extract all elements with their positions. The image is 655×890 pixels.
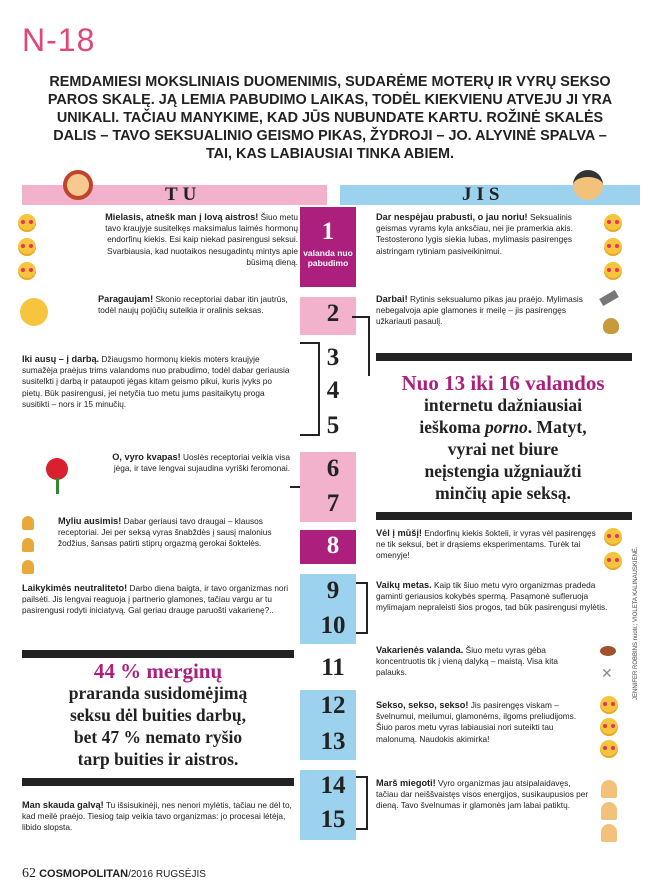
heart-eyes-icon [18,214,36,232]
left-5-title: Myliu ausimis! [58,516,122,526]
right-5-text: Šiuo metu vyras gėba koncentruotis tik į vieną dalyką – maistą. Visa kita palauks. [376,645,559,678]
right-5-title: Vakarienės valanda. [376,645,464,655]
stat-right-part: . Matyt, [527,417,587,437]
hour-9: 9 [326,577,340,604]
praying-hands-icon [601,780,617,798]
hour-5: 5 [326,412,340,439]
man-face-icon [573,170,603,200]
right-6-text: Jis pasirengęs viskam – švelnumui, meilumui, glamonėms, ilgoms preliudijoms. Šiuo paros metu vyras labiausiai nori suteikti tau malonumą. Naudokis akimirka! [376,700,577,744]
left-4-text: Uoslės receptoriai veikia visa jėga, ir tave lengvai sujaudina vyriški feromonai. [113,452,290,474]
page-tag: N-18 [22,22,96,58]
stat-left-line: bet 47 % nemato ryšio [73,727,243,747]
hour-7: 7 [326,490,340,517]
bracket [300,342,320,436]
stat-right-highlight: Nuo 13 iki 16 valandos [401,371,605,395]
hour-10: 10 [320,612,346,639]
issue-label: /2016 RUGSĖJIS [128,869,206,880]
left-5-text: Dabar geriausi tavo draugai – klausos receptoriai. Jei per seksą vyras šnabždės į sausį malonius žodžius, šansas patirti stiprų orgazmą gerokai šoktelės. [58,516,272,549]
hour-8: 8 [326,532,340,559]
stat-left-line: praranda susidomėjimą [68,683,248,703]
divider [376,512,632,520]
heart-eyes-icon [18,238,36,256]
right-2-text: Rytinis seksualumo pikas jau praėjo. Mylimasis nebegalvoja apie glamones ir meilę – jis pasirengęs užkariauti pasaulį. [376,294,583,327]
photo-credit: JENNIFER ROBBINS nuotr.; VIOLETA KALINAUSKIENĖ. [633,546,639,700]
right-block-7 [376,778,590,812]
bracket [356,776,368,830]
woman-face-icon [63,170,93,200]
heart-eyes-cat-icon [600,696,618,714]
hammer-icon [599,290,619,306]
left-block-7 [22,800,294,834]
right-block-6 [376,700,590,745]
fork-knife-icon: ✕ [601,665,613,681]
heart-eyes-icon [18,262,36,280]
stat-left-line: seksu dėl buities darbų, [69,705,247,725]
right-3-text: Endorfinų kiekis šokteli, ir vyras vėl pasirengęs ne tik seksui, bet ir drąsiems eksperimentams. Turėk tai omenyje! [376,528,596,561]
hour-1: 1 [321,218,335,245]
heart-eyes-icon [604,238,622,256]
right-4-text: Kaip tik šiuo metu vyro organizmas pradeda gaminti geriausios kokybės spermą. Pasąmonė sufleruoja mylimajam nepraleisti šios progos, tad būk pasirengusi mylėtis. [376,580,608,613]
tongue-face-icon [20,298,48,326]
right-3-title: Vėl į mūšį! [376,528,422,538]
hour-4: 4 [326,377,340,404]
hour-12: 12 [320,692,346,719]
stat-right-line: minčių apie seksą. [435,483,571,503]
stat-right-italic: porno [485,417,528,437]
left-6-title: Laikykimės neutraliteto! [22,583,128,593]
stat-right-line: vyrai net biure [447,439,559,459]
intro-text: REMDAMIESI MOKSLINIAIS DUOMENIMIS, SUDARĖME MOTERŲ IR VYRŲ SEKSO PAROS SKALĘ. JĄ LEMIA PABUDIMO LAIKAS, TODĖL KIEKVIENU ATVEJU JI YRA UNIKALI. TAČIAU MANYKIME, KAD JŪS NUBUNDATE KARTU. ROŽINĖ SKALĖS DALIS – TAVO SEKSUALINIO GEISMO PIKAS, ŽYDROJI – JO. ALYVINĖ SPALVA – TAI, KAS LABIAUSIAI TINKA ABIEM. [47,74,613,162]
connector [290,486,300,488]
magazine-name: COSMOPOLITAN [39,868,129,880]
hour-15: 15 [320,806,346,833]
bell-icon [22,516,34,530]
right-7-text: Vyro organizmas jau atsipalaidavęs, tačiau dar neiššvaistęs visos energijos, susikaupusios per dieną. Tavo švelnumas ir glamonės jam labai patiktų. [376,778,589,811]
hour-14: 14 [320,772,346,799]
tu-label: TU [165,184,202,205]
bell-icon [22,538,34,552]
money-bag-icon [603,318,619,334]
divider [22,650,294,658]
right-block-3 [376,528,596,562]
left-7-text: Tu išsisukinėji, nes nenori mylėtis, tačiau ne dėl to, kad meilė praėjo. Tiesiog taip veikia tavo organizmas: jo procesai lėtėja, libido slopsta. [22,800,292,833]
right-2-title: Darbai! [376,294,408,304]
left-7-title: Man skauda galvą! [22,800,104,810]
hour-2: 2 [326,300,340,327]
left-block-3 [22,354,290,410]
connector [368,316,370,376]
heart-eyes-cat-icon [600,718,618,736]
right-6-title: Sekso, sekso, sekso! [376,700,469,710]
stat-left-highlight: 44 % merginų [93,659,223,683]
left-1-text: Šiuo metu tavo kraujyje susitelkęs maksimalus laimės hormonų endorfinų kiekis. Esi kaip niekad pasirengusi seksui. Svarbiausia, kad nuotaikos nesugadintų mintys apie būsimą dieną. [105,212,298,267]
rose-icon [46,458,68,480]
stat-right [372,372,634,504]
praying-hands-icon [601,802,617,820]
divider [376,353,632,361]
left-3-text: Džiaugsmo hormonų kiekis moters kraujyje sumažėja praėjus trims valandoms nuo prabudimo, todėl dabar geriausia susitelkti į darbą ir pataupoti jėgas kitam geismo pikui, kuris įvyks po pietų. Būk pasirengusi, jei netyčia tuo metu jums pasitaikytų proga susitikti – nors ir 15 minučių. [22,354,290,409]
left-block-6 [22,583,294,617]
sunglasses-face-icon [604,552,622,570]
hour-6: 6 [326,455,340,482]
left-block-5 [58,516,294,550]
hour-11: 11 [321,654,345,681]
meat-icon [600,646,616,656]
rose-stem-icon [56,478,59,494]
left-6-text: Darbo diena baigta, ir tavo organizmas nori pailsėti. Jis lengvai reaguoja į partnerio glamones, tačiau vargu ar tu pasirengusi rodyti iniciatyvą. Gal geriau drauge paruošti vakarienę?.. [22,583,289,616]
divider [22,778,294,786]
heart-eyes-cat-icon [600,740,618,758]
right-block-2 [376,294,586,328]
heart-eyes-icon [604,214,622,232]
stat-left [22,660,294,770]
stat-right-line: neįstengia užgniaužti [424,461,582,481]
page-number: 62 [22,866,36,881]
right-block-5 [376,645,588,679]
stat-right-part: ieškoma [419,417,485,437]
left-1-title: Mielasis, atnešk man į lovą aistros! [105,212,259,222]
stat-right-line-3 [372,416,634,438]
right-7-title: Marš miegoti! [376,778,436,788]
right-block-1 [376,212,576,257]
stat-right-line: internetu dažniausiai [423,395,582,415]
left-4-title: O, vyro kvapas! [112,452,181,462]
left-block-4 [104,452,290,474]
right-1-text: Seksualinis geismas vyrams kyla anksčiau, nei jie pramerkia akis. Testosterono lygis siekia lubas, mylimasis pasirengęs aistringam rytiniam pasiveikinimui. [376,212,573,256]
left-block-1 [92,212,298,268]
bell-icon [22,560,34,574]
hour-13: 13 [320,728,346,755]
right-block-4 [376,580,614,614]
left-2-text: Skonio receptoriai dabar itin jautrūs, todėl naujų pojūčių suteikia ir oralinis seksas. [98,294,288,316]
bracket [356,582,368,634]
left-block-2 [98,294,291,316]
stat-left-line: tarp buities ir aistros. [77,749,239,769]
sunglasses-face-icon [604,528,622,546]
wake-label: valanda nuo pabudimo [303,248,353,268]
left-3-title: Iki ausų – į darbą. [22,354,100,364]
heart-eyes-icon [604,262,622,280]
right-1-title: Dar nespėjau prabusti, o jau noriu! [376,212,528,222]
left-2-title: Paragaujam! [98,294,154,304]
footer [22,866,206,882]
praying-hands-icon [601,824,617,842]
right-4-title: Vaikų metas. [376,580,432,590]
hour-3: 3 [326,344,340,371]
jis-label: JIS [462,184,505,205]
